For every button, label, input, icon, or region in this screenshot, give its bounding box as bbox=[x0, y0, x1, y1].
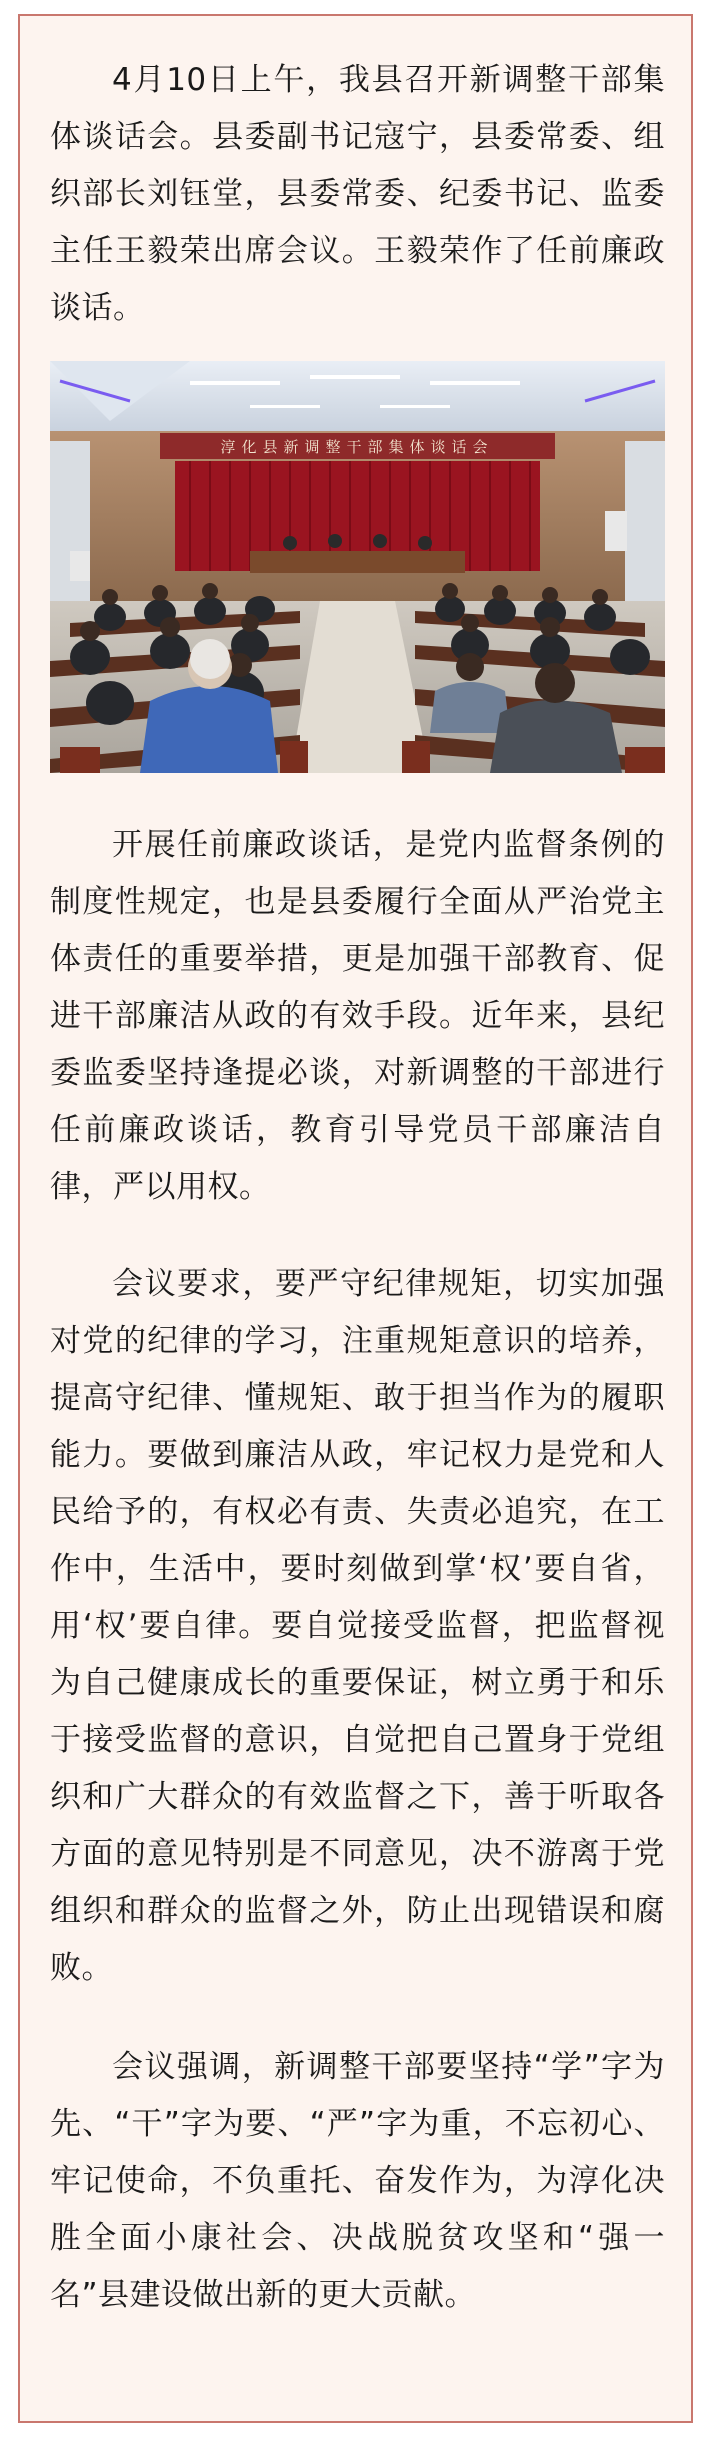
banner-text: 淳化县新调整干部集体谈话会 bbox=[220, 438, 494, 456]
paragraph-emphasis: 会议强调，新调整干部要坚持“学”字为先、“干”字为要、“严”字为重，不忘初心、牢记使命，不负重托、奋发作为，为淳化决胜全面小康社会、决战脱贫攻坚和“强一名”县建设做出新的更大贡献。 bbox=[50, 2049, 665, 2313]
paragraph-significance: 开展任前廉政谈话，是党内监督条例的制度性规定，也是县委履行全面从严治党主体责任的重要举措，更是加强干部教育、促进干部廉洁从政的有效手段。近年来，县纪委监委坚持逢提必谈，对新调整的干部进行任前廉政谈话，教育引导党员干部廉洁自律，严以用权。 bbox=[50, 827, 665, 1205]
paragraph-intro: 4月10日上午，我县召开新调整干部集体谈话会。县委副书记寇宁，县委常委、组织部长刘钰堂，县委常委、纪委书记、监委主任王毅荣出席会议。王毅荣作了任前廉政谈话。 bbox=[50, 62, 665, 326]
article-content bbox=[50, 52, 665, 2324]
paragraph-requirements: 会议要求，要严守纪律规矩，切实加强对党的纪律的学习，注重规矩意识的培养，提高守纪律、懂规矩、敢于担当作为的履职能力。要做到廉洁从政，牢记权力是党和人民给予的，有权必有责、失责必追究，在工作中，生活中，要时刻做到掌‘权’要自省，用‘权’要自律。要自觉接受监督，把监督视为自己健康成长的重要保证，树立勇于和乐于接受监督的意识，自觉把自己置身于党组织和广大群众的有效监督之下，善于听取各方面的意见特别是不同意见，决不游离于党组织和群众的监督之外，防止出现错误和腐败。 bbox=[50, 1266, 665, 1986]
meeting-photo bbox=[50, 361, 665, 773]
article-frame bbox=[18, 14, 693, 2423]
